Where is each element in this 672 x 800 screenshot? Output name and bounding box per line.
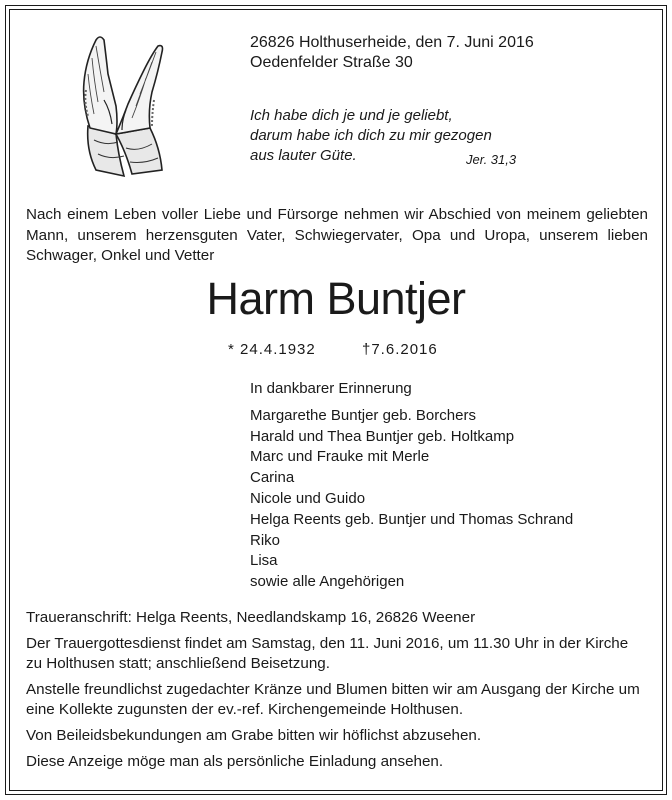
birth-date: * 24.4.1932 <box>228 341 316 358</box>
invitation-notice: Diese Anzeige möge man als persönliche Einladung ansehen. <box>26 753 444 770</box>
deceased-name: Harm Buntjer <box>206 273 466 324</box>
verse-line-2: darum habe ich dich zu mir gezogen <box>250 127 492 144</box>
bible-verse <box>250 106 492 166</box>
praying-hands-icon <box>66 30 172 178</box>
mourners-list <box>250 379 573 593</box>
donation-notice: Anstelle freundlichst zugedachter Kränze und Blumen bitten wir am Ausgang der Kirche um eine Kollekte zugunsten der ev.-ref. Kirchengemeinde Holthusen. <box>26 681 640 718</box>
address-line-2: Oedenfelder Straße 30 <box>250 54 413 71</box>
service-notice: Der Trauergottesdienst findet am Samstag, den 11. Juni 2016, um 11.30 Uhr in der Kirche zu Holthusen statt; anschließend Beisetzung. <box>26 635 629 672</box>
intro-text: Nach einem Leben voller Liebe und Fürsorge nehmen wir Abschied von meinem geliebten Mann, unserem herzensguten Vater, Schwiegervater, Opa und Uropa, unserem lieben Schwager, Onkel und Vetter <box>26 206 648 264</box>
verse-reference: Jer. 31,3 <box>466 152 517 167</box>
footer-notes <box>26 608 648 778</box>
mourner-name: Carina <box>250 469 295 487</box>
death-date: †7.6.2016 <box>362 341 438 358</box>
verse-line-1: Ich habe dich je und je geliebt, <box>250 107 453 124</box>
mourner-name: Marc und Frauke mit Merle <box>250 448 430 466</box>
mourner-name: Lisa <box>250 552 278 570</box>
mourner-name: Helga Reents geb. Buntjer und Thomas Schrand <box>250 510 574 528</box>
mourner-name: Riko <box>250 531 281 549</box>
mourner-name: Margarethe Buntjer geb. Borchers <box>250 406 476 424</box>
mourner-name: Harald und Thea Buntjer geb. Holtkamp <box>250 427 515 445</box>
condolence-notice: Von Beileidsbekundungen am Grabe bitten wir höflichst abzusehen. <box>26 727 482 744</box>
mourning-address: Traueranschrift: Helga Reents, Needlandskamp 16, 26826 Weener <box>26 609 476 626</box>
sender-address <box>250 33 534 73</box>
verse-line-3: aus lauter Güte. <box>250 147 357 164</box>
mourners-heading: In dankbarer Erinnerung <box>250 380 412 397</box>
mourner-name: sowie alle Angehörigen <box>250 573 405 591</box>
mourner-name: Nicole und Guido <box>250 489 366 507</box>
address-line-1: 26826 Holthuserheide, den 7. Juni 2016 <box>250 34 534 51</box>
